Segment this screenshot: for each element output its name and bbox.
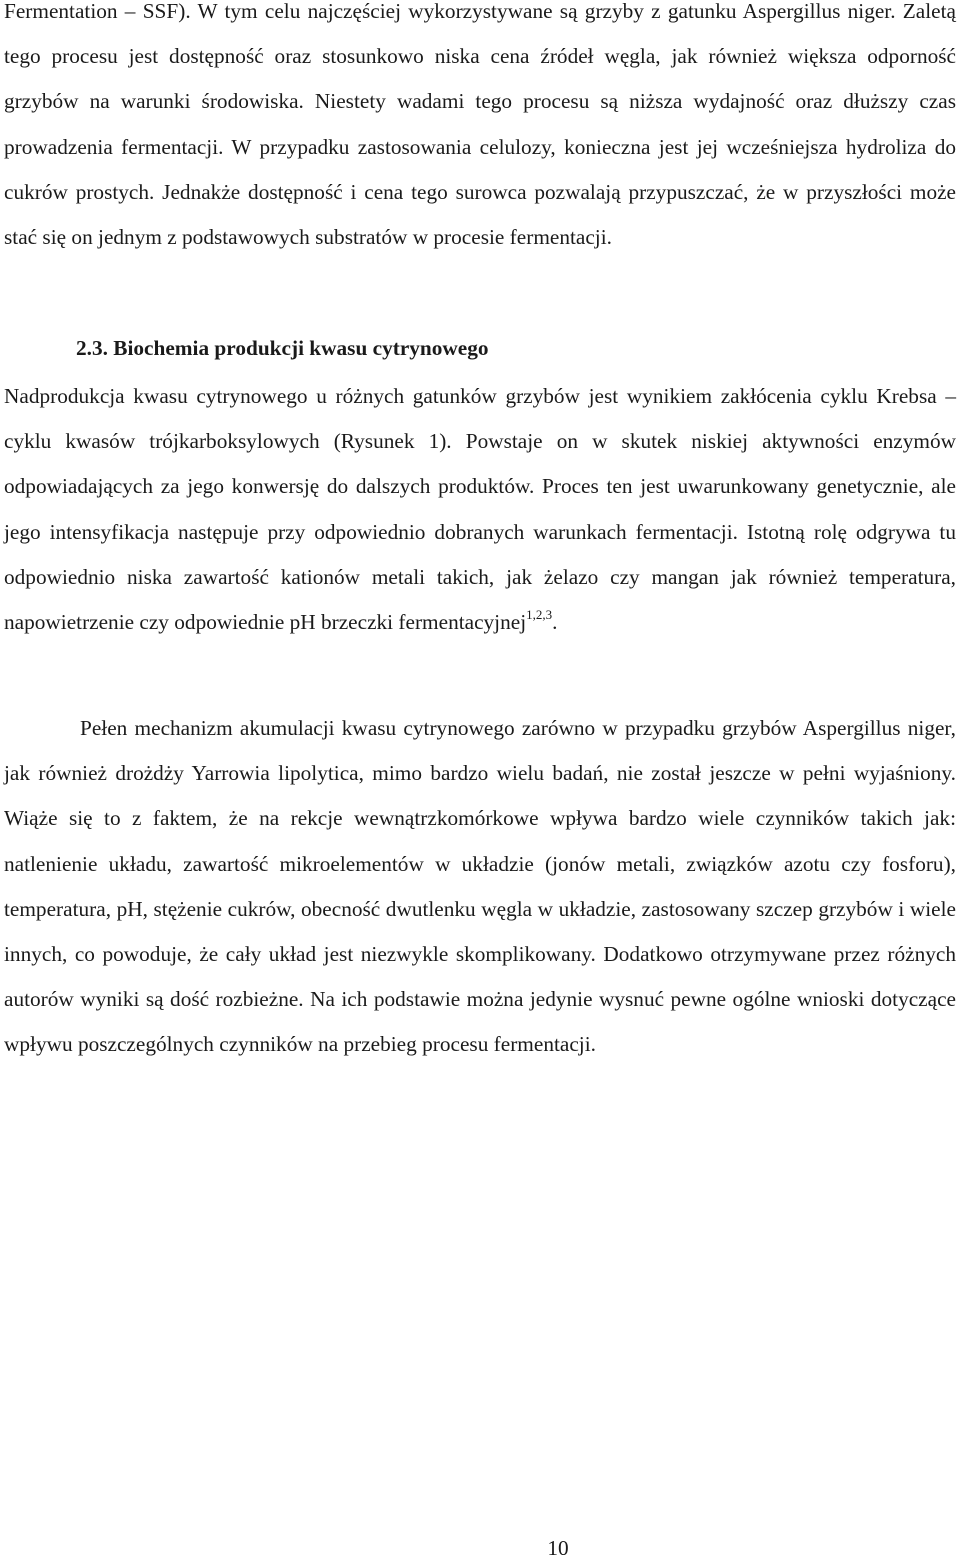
citation-superscript: 1,2,3 xyxy=(526,606,553,622)
paragraph-overproduction-end: . xyxy=(552,610,558,635)
section-title: Biochemia produkcji kwasu cytrynowego xyxy=(113,336,489,360)
paragraph-overproduction xyxy=(4,374,956,645)
paragraph-overproduction-text: Nadprodukcja kwasu cytrynowego u różnych gatunków grzybów jest wynikiem zakłócenia cyklu Krebsa – cyklu kwasów trójkarboksylowych (Rysunek 1). Powstaje on w skutek niskiej aktywności enzymów odpowiadających za jego konwersję do dalszych produktów. Proces ten jest uwarunkowany genetycznie, ale jego intensyfikacja następuje przy odpowiednio dobranych warunkach fermentacji. Istotną rolę odgrywa tu odpowiednio niska zawartość kationów metali takich, jak żelazo czy mangan jak również temperatura, napowietrzenie czy odpowiednie pH brzeczki fermentacyjnej xyxy=(4,384,956,635)
page-number: 10 xyxy=(547,1536,569,1560)
paragraph-mechanism: Pełen mechanizm akumulacji kwasu cytrynowego zarówno w przypadku grzybów Aspergillus niger, jak również drożdży Yarrowia lipolytica, mimo bardzo wielu badań, nie został jeszcze w pełni wyjaśniony. Wiąże się to z faktem, że na rekcje wewnątrzkomórkowe wpływa bardzo wiele czynników takich jak: natlenienie układu, zawartość mikroelementów w układzie (jonów metali, związków azotu czy fosforu), temperatura, pH, stężenie cukrów, obecność dwutlenku węgla w układzie, zastosowany szczep grzybów i wiele innych, co powoduje, że cały układ jest niezwykle skomplikowany. Dodatkowo otrzymywane przez różnych autorów wyniki są dość rozbieżne. Na ich podstawie można jedynie wysnuć pewne ogólne wnioski dotyczące wpływu poszczególnych czynników na przebieg procesu fermentacji. xyxy=(4,716,956,1057)
section-heading xyxy=(76,332,489,364)
paragraph-fermentation-intro: Fermentation – SSF). W tym celu najczęściej wykorzystywane są grzyby z gatunku Aspergillus niger. Zaletą tego procesu jest dostępność oraz stosunkowo niska cena źródeł węgla, jak również większa odporność grzybów na warunki środowiska. Niestety wadami tego procesu są niższa wydajność oraz dłuższy czas prowadzenia fermentacji. W przypadku zastosowania celulozy, konieczna jest jej wcześniejsza hydroliza do cukrów prostych. Jednakże dostępność i cena tego surowca pozwalają przypuszczać, że w przyszłości może stać się on jednym z podstawowych substratów w procesie fermentacji. xyxy=(4,0,956,250)
section-number: 2.3. xyxy=(76,336,108,360)
